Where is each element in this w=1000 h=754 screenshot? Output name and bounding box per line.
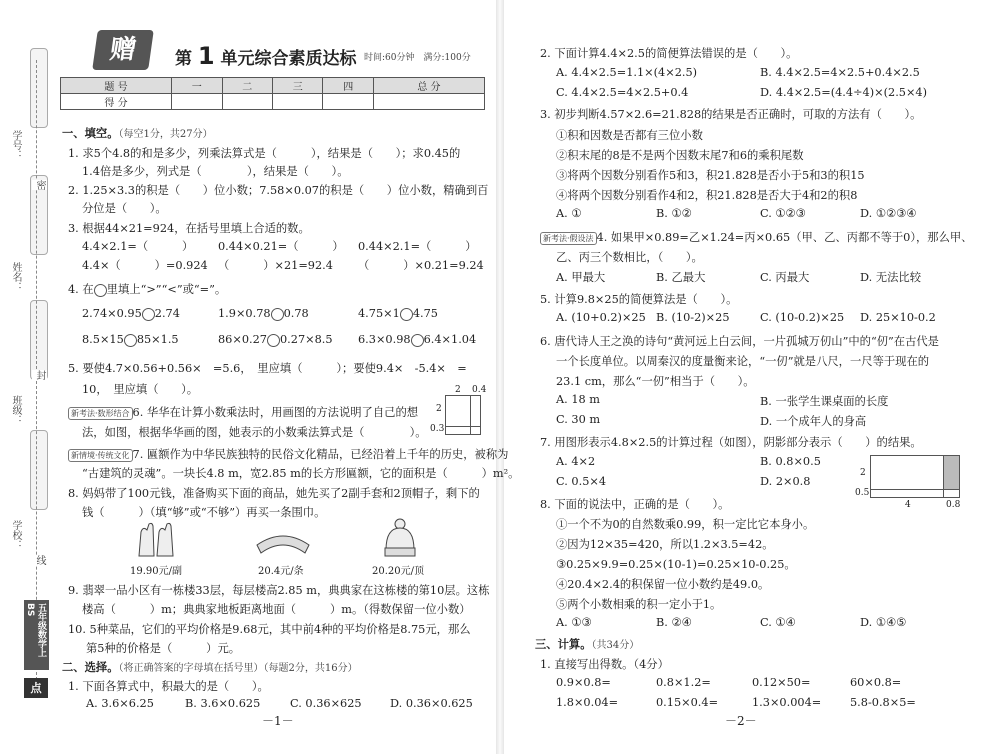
seal-xian: 线 xyxy=(34,555,45,565)
q3-item: 0.44×2.1=（ ） xyxy=(358,240,477,253)
c3-item: ②积末尾的8是不是两个因数末尾7和6的乘积尾数 xyxy=(556,149,804,162)
score-header-cell: 题 号 xyxy=(61,78,172,94)
calc-item[interactable]: 0.9×0.8= xyxy=(556,676,611,689)
c6-line2: 一个长度单位。以周秦汉的度量衡来论，“一仞”就是八尺，一尺等于现在的 xyxy=(556,355,930,368)
brand-logo: 点 xyxy=(24,678,48,698)
seal-mi: 密 xyxy=(34,180,45,190)
q1-line2: 1.4倍是多少，列式是（ ），结果是（ ）。 xyxy=(82,165,349,178)
c5-option[interactable]: D. 25×10-0.2 xyxy=(860,311,936,324)
calc-item[interactable]: 1.8×0.04= xyxy=(556,696,619,709)
c3-option[interactable]: A. ① xyxy=(556,207,582,220)
hat-price: 20.20元/顶 xyxy=(372,566,424,577)
c6-option[interactable]: B. 一张学生课桌面的长度 xyxy=(760,395,889,408)
score-cell[interactable] xyxy=(172,94,222,110)
c7-stem: 7. 用图形表示4.8×2.5的计算过程（如图），阴影部分表示（ ）的结果。 xyxy=(540,436,922,449)
class-box[interactable] xyxy=(30,300,48,380)
q4-stem: 4. 在 里填上“>”“<”或“=”。 xyxy=(68,283,227,296)
seal-feng: 封 xyxy=(34,370,45,380)
c6-option[interactable]: A. 18 m xyxy=(556,393,601,406)
grade-banner: 五年级数学上BS xyxy=(24,600,49,670)
q9-line2: 楼高（ ）m；典典家地板距离地面（ ）m。（得数保留一位小数） xyxy=(82,603,471,616)
c4-option[interactable]: B. 乙最大 xyxy=(656,271,706,284)
c2-option[interactable]: B. 4.4×2.5=4×2.5+0.4×2.5 xyxy=(760,66,920,79)
c5-stem: 5. 计算9.8×25的简便算法是（ ）。 xyxy=(540,293,738,306)
c1-option[interactable]: D. 0.36×0.625 xyxy=(390,697,473,710)
q9-line1: 9. 翡翠一品小区有一栋楼33层，每层楼高2.85 m，典典家在这栋楼的第10层。这栋 xyxy=(68,584,490,597)
name-label: 姓名： xyxy=(10,262,21,292)
score-header-cell: 二 xyxy=(222,78,272,94)
c1-option[interactable]: B. 3.6×0.625 xyxy=(185,697,261,710)
score-cell[interactable] xyxy=(272,94,322,110)
calc-item[interactable]: 60×0.8= xyxy=(850,676,902,689)
score-cell[interactable] xyxy=(373,94,484,110)
c3-option[interactable]: C. ①②③ xyxy=(760,207,806,220)
score-header-cell: 四 xyxy=(323,78,373,94)
c4-tag: 新考法·假设法 xyxy=(540,232,597,245)
section-3-title: 三、计算。（共34分） xyxy=(535,637,640,651)
section-1-title: 一、填空。（每空1分，共27分） xyxy=(62,126,213,140)
page-title: 第 1 单元综合素质达标 xyxy=(175,42,357,70)
c8-item: ②因为12×35=420，所以1.2×3.5=42。 xyxy=(556,538,774,551)
c5-option[interactable]: A. (10+0.2)×25 xyxy=(556,311,646,324)
q4-compare: 2.74×0.95 2.74 xyxy=(82,307,180,320)
c8-option[interactable]: B. ②④ xyxy=(656,616,692,629)
q7-line1: 新情境·传统文化 7. 匾额作为中华民族独特的民俗文化精品，已经沿着上千年的历史，被称为 xyxy=(68,446,508,462)
q5-line2: 10， 里应填（ ）。 xyxy=(82,383,199,396)
section-2-title: 二、选择。（将正确答案的字母填在括号里）（每题2分，共16分） xyxy=(62,660,358,674)
c4-option[interactable]: C. 丙最大 xyxy=(760,271,810,284)
q6-fig-label: 2 xyxy=(455,385,461,395)
class-label: 班级： xyxy=(10,395,21,425)
q7-line2: “古建筑的灵魂”。一块长4.8 m，宽2.85 m的长方形匾额，它的面积是（ ）m²。 xyxy=(82,467,520,480)
answer-circle[interactable] xyxy=(124,334,137,347)
c1-option[interactable]: C. 0.36×625 xyxy=(290,697,362,710)
glove-icon xyxy=(135,522,179,558)
student-number-label: 学号： xyxy=(10,130,21,160)
c7-option[interactable]: D. 2×0.8 xyxy=(760,475,811,488)
c3-stem: 3. 初步判断4.57×2.6=21.828的结果是否正确时，可取的方法有（ ）。 xyxy=(540,108,922,121)
q3-item: （ ）×21=92.4 xyxy=(218,259,333,272)
q3-item: 0.44×0.21=（ ） xyxy=(218,240,344,253)
q6-tag: 新考法·数形结合 xyxy=(68,407,133,420)
q5-line1: 5. 要使4.7×0.56+0.56× =5.6， 里应填（ ）；要使9.4× -5.4× = xyxy=(68,362,467,375)
calc-item[interactable]: 0.12×50= xyxy=(752,676,811,689)
q6-figure xyxy=(445,395,481,435)
c2-stem: 2. 下面计算4.4×2.5的简便算法错误的是（ ）。 xyxy=(540,47,798,60)
answer-circle[interactable] xyxy=(411,334,424,347)
q1-line1: 1. 求5个4.8的和是多少，列乘法算式是（ ），结果是（ ）；求0.45的 xyxy=(68,147,461,160)
c7-fig-label: 0.5 xyxy=(855,488,870,498)
q4-compare: 1.9×0.78 0.78 xyxy=(218,307,309,320)
c7-figure xyxy=(870,455,960,498)
q10-line2: 第5种的价格是（ ）元。 xyxy=(86,642,241,655)
gift-badge: 赠 xyxy=(92,30,154,70)
q8-line1: 8. 妈妈带了100元钱，准备购买下面的商品，她先买了2副手套和2顶帽子，剩下的 xyxy=(68,487,480,500)
q10-line1: 10. 5种菜品，它们的平均价格是9.68元，其中前4种的平均价格是8.75元，那么 xyxy=(68,623,471,636)
score-header-cell: 总 分 xyxy=(373,78,484,94)
c5-option[interactable]: B. (10-2)×25 xyxy=(656,311,730,324)
glove-price: 19.90元/副 xyxy=(130,566,182,577)
c3-item: ④将两个因数分别看作4和2，积21.828是否大于4和2的积8 xyxy=(556,189,858,202)
c2-option[interactable]: C. 4.4×2.5=4×2.5+0.4 xyxy=(556,86,689,99)
student-number-box[interactable] xyxy=(30,48,48,128)
q6-line1: 新考法·数形结合 6. 华华在计算小数乘法时，用画图的方法说明了自己的想 xyxy=(68,404,418,420)
answer-circle[interactable] xyxy=(400,308,413,321)
q4-compare: 6.3×0.98 6.4×1.04 xyxy=(358,333,477,346)
c8-item: ①一个不为0的自然数乘0.99，积一定比它本身小。 xyxy=(556,518,815,531)
q3-stem: 3. 根据44×21=924，在括号里填上合适的数。 xyxy=(68,222,310,235)
binding-sidebar xyxy=(0,0,56,754)
answer-circle[interactable] xyxy=(271,308,284,321)
c8-item: ④20.4×2.4的积保留一位小数约是49.0。 xyxy=(556,578,770,591)
c1-option[interactable]: A. 3.6×6.25 xyxy=(86,697,154,710)
c7-option[interactable]: C. 0.5×4 xyxy=(556,475,607,488)
c7-fig-label: 0.8 xyxy=(946,500,961,510)
answer-circle[interactable] xyxy=(142,308,155,321)
q6-line2: 法，如图，根据华华画的图，她表示的小数乘法算式是（ ）。 xyxy=(82,426,427,439)
calc-item[interactable]: 1.3×0.004= xyxy=(752,696,822,709)
score-header-cell: 三 xyxy=(272,78,322,94)
calc-item[interactable]: 0.8×1.2= xyxy=(656,676,711,689)
c4-line1: 新考法·假设法 4. 如果甲×0.89=乙×1.24=丙×0.65（甲、乙、丙都不等于0），那么甲、 xyxy=(540,229,972,245)
c8-option[interactable]: A. ①③ xyxy=(556,616,592,629)
c8-item: ③0.25×9.9=0.25×(10-1)=0.25×10-0.25。 xyxy=(556,558,796,571)
score-row-label: 得 分 xyxy=(61,94,172,110)
school-label: 学校： xyxy=(10,520,21,550)
q3-item: 4.4×2.1=（ ） xyxy=(82,240,194,253)
q2-line1: 2. 1.25×3.3的积是（ ）位小数；7.58×0.07的积是（ ）位小数，精确到百 xyxy=(68,184,489,197)
q4-compare: 8.5×15 85×1.5 xyxy=(82,333,179,346)
q3-item: （ ）×0.21=9.24 xyxy=(358,259,484,272)
q6-fig-label: 0.4 xyxy=(472,385,487,395)
c4-option[interactable]: A. 甲最大 xyxy=(556,271,606,284)
c4-line2: 乙、丙三个数相比，（ ）。 xyxy=(556,251,703,264)
answer-circle[interactable] xyxy=(267,334,280,347)
q3-item: 4.4×（ ）=0.924 xyxy=(82,259,208,272)
c6-option[interactable]: D. 一个成年人的身高 xyxy=(760,415,867,428)
page-number-2: －2－ xyxy=(725,714,757,728)
q4-compare: 86×0.27 0.27×8.5 xyxy=(218,333,333,346)
scarf-icon xyxy=(255,525,311,555)
c3-option[interactable]: B. ①② xyxy=(656,207,692,220)
c8-option[interactable]: C. ①④ xyxy=(760,616,796,629)
c3-item: ①积和因数是否都有三位小数 xyxy=(556,129,703,142)
c3-item: ③将两个因数分别看作5和3，积21.828是否小于5和3的积15 xyxy=(556,169,865,182)
c7-fig-label: 2 xyxy=(860,468,866,478)
page-fold xyxy=(496,0,504,754)
c6-option[interactable]: C. 30 m xyxy=(556,413,601,426)
c5-option[interactable]: C. (10-0.2)×25 xyxy=(760,311,845,324)
q8-line2: 钱（ ）（填“够”或“不够”）再买一条围巾。 xyxy=(82,506,326,519)
score-header-cell: 一 xyxy=(172,78,222,94)
q6-fig-label: 0.3 xyxy=(430,424,445,434)
c6-line1: 6. 唐代诗人王之涣的诗句“黄河远上白云间，一片孤城万仞山”中的“仞”在古代是 xyxy=(540,335,939,348)
calc-item[interactable]: 5.8-0.8×5= xyxy=(850,696,916,709)
scarf-price: 20.4元/条 xyxy=(258,566,304,577)
c7-option[interactable]: A. 4×2 xyxy=(556,455,596,468)
c7-fig-label: 4 xyxy=(905,500,911,510)
c2-option[interactable]: D. 4.4×2.5=(4.4÷4)×(2.5×4) xyxy=(760,86,928,99)
q7-tag: 新情境·传统文化 xyxy=(68,449,133,462)
page-number-1: －1－ xyxy=(262,714,294,728)
school-box[interactable] xyxy=(30,430,48,510)
c4-option[interactable]: D. 无法比较 xyxy=(860,271,922,284)
c8-stem: 8. 下面的说法中，正确的是（ ）。 xyxy=(540,498,730,511)
score-cell[interactable] xyxy=(323,94,373,110)
d1-stem: 1. 直接写出得数。（4分） xyxy=(540,658,669,671)
score-cell[interactable] xyxy=(222,94,272,110)
q4-compare: 4.75×1 4.75 xyxy=(358,307,438,320)
hat-icon xyxy=(382,518,418,558)
q2-line2: 分位是（ ）。 xyxy=(82,202,167,215)
c2-option[interactable]: A. 4.4×2.5=1.1×(4×2.5) xyxy=(556,66,698,79)
q6-fig-label: 2 xyxy=(436,404,442,414)
compare-circle-icon xyxy=(94,284,107,297)
c8-option[interactable]: D. ①④⑤ xyxy=(860,616,907,629)
c6-line3: 23.1 cm，那么“一仞”相当于（ ）。 xyxy=(556,375,755,388)
c8-item: ⑤两个小数相乘的积一定小于1。 xyxy=(556,598,722,611)
calc-item[interactable]: 0.15×0.4= xyxy=(656,696,719,709)
c1-stem: 1. 下面各算式中，积最大的是（ ）。 xyxy=(68,680,269,693)
c3-option[interactable]: D. ①②③④ xyxy=(860,207,917,220)
c7-option[interactable]: B. 0.8×0.5 xyxy=(760,455,821,468)
score-table xyxy=(60,77,485,110)
exam-meta: 时间:60分钟 满分:100分 xyxy=(364,53,471,63)
